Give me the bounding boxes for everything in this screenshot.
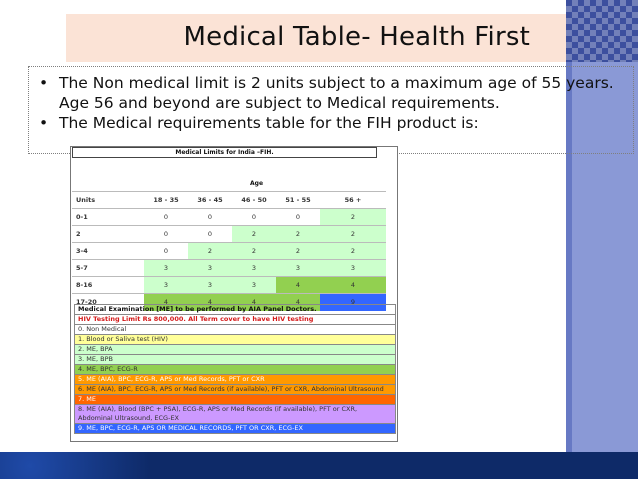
value-cell: 0 [188, 209, 232, 226]
bullet-list [28, 66, 634, 154]
value-cell: 2 [232, 243, 276, 260]
col-header: 18 - 35 [144, 192, 188, 209]
value-cell: 3 [144, 277, 188, 294]
table-title: Medical Limits for India –FIH. [72, 147, 377, 158]
legend [74, 304, 396, 434]
value-cell: 0 [188, 226, 232, 243]
legend-item: 2. ME, BPA [74, 345, 396, 355]
table-row [72, 209, 386, 226]
table-row [72, 277, 386, 294]
value-cell: 3 [144, 260, 188, 277]
legend-header: Medical Examination [ME] to be performed by AIA Panel Doctors. [74, 304, 396, 315]
value-cell: 0 [144, 209, 188, 226]
table-row [72, 260, 386, 277]
col-header: 51 - 55 [276, 192, 320, 209]
table-row [72, 226, 386, 243]
legend-item: 6. ME (AIA), BPC, ECG-R, APS or Med Records (if available), PFT or CXR, Abdominal Ultrasound [74, 385, 396, 395]
value-cell: 4 [188, 294, 232, 311]
units-cell: 3-4 [72, 243, 144, 260]
value-cell: 3 [320, 260, 386, 277]
value-cell: 2 [320, 209, 386, 226]
value-cell: 0 [144, 243, 188, 260]
value-cell: 3 [232, 277, 276, 294]
value-cell: 2 [320, 226, 386, 243]
value-cell: 4 [232, 294, 276, 311]
hiv-note: HIV Testing Limit Rs 800,000. All Term cover to have HIV testing [74, 315, 396, 325]
value-cell: 2 [276, 226, 320, 243]
col-header: 46 - 50 [232, 192, 276, 209]
value-cell: 9 [320, 294, 386, 311]
value-cell: 4 [276, 294, 320, 311]
value-cell: 2 [276, 243, 320, 260]
units-cell: 0-1 [72, 209, 144, 226]
slide-title: Medical Table- Health First [183, 22, 530, 52]
medical-grid [72, 191, 386, 311]
table-row [72, 243, 386, 260]
units-cell: 8-16 [72, 277, 144, 294]
value-cell: 3 [276, 260, 320, 277]
value-cell: 0 [144, 226, 188, 243]
legend-item: 0. Non Medical [74, 325, 396, 335]
units-cell: 2 [72, 226, 144, 243]
legend-item: 7. ME [74, 395, 396, 405]
bullet-text: The Non medical limit is 2 units subject to a maximum age of 55 years. Age 56 and beyond are subject to Medical requirements. [59, 74, 614, 112]
legend-item: 1. Blood or Saliva test (HIV) [74, 335, 396, 345]
checker-pattern [566, 0, 638, 62]
bullet-item: • The Non medical limit is 2 units subject to a maximum age of 55 years. Age 56 and beyond are subject to Medical requirements. [39, 73, 623, 113]
legend-item: 4. ME, BPC, ECG-R [74, 365, 396, 375]
value-cell: 0 [232, 209, 276, 226]
legend-item: 9. ME, BPC, ECG-R, APS OR MEDICAL RECORDS, PFT OR CXR, ECG-EX [74, 424, 396, 434]
value-cell: 4 [144, 294, 188, 311]
value-cell: 3 [188, 277, 232, 294]
bullet-item: • The Medical requirements table for the FIH product is: [39, 113, 623, 133]
value-cell: 0 [276, 209, 320, 226]
col-header: 36 - 45 [188, 192, 232, 209]
units-cell: 17-20 [72, 294, 144, 311]
footer-bar [0, 452, 638, 479]
units-cell: 5-7 [72, 260, 144, 277]
value-cell: 3 [232, 260, 276, 277]
value-cell: 2 [320, 243, 386, 260]
value-cell: 4 [276, 277, 320, 294]
value-cell: 4 [320, 277, 386, 294]
value-cell: 2 [188, 243, 232, 260]
legend-item: 5. ME (AIA), BPC, ECG-R, APS or Med Records, PFT or CXR [74, 375, 396, 385]
legend-item: 3. ME, BPB [74, 355, 396, 365]
legend-item: 8. ME (AIA), Blood (BPC + PSA), ECG-R, APS or Med Records (if available), PFT or CXR, Abdominal Ultrasound, ECG-EX [74, 405, 396, 424]
value-cell: 2 [232, 226, 276, 243]
col-header: Units [72, 192, 144, 209]
age-header: Age [250, 180, 264, 187]
bullet-text: The Medical requirements table for the FIH product is: [59, 114, 479, 132]
grid-header-row [72, 192, 386, 209]
col-header: 56 + [320, 192, 386, 209]
value-cell: 3 [188, 260, 232, 277]
